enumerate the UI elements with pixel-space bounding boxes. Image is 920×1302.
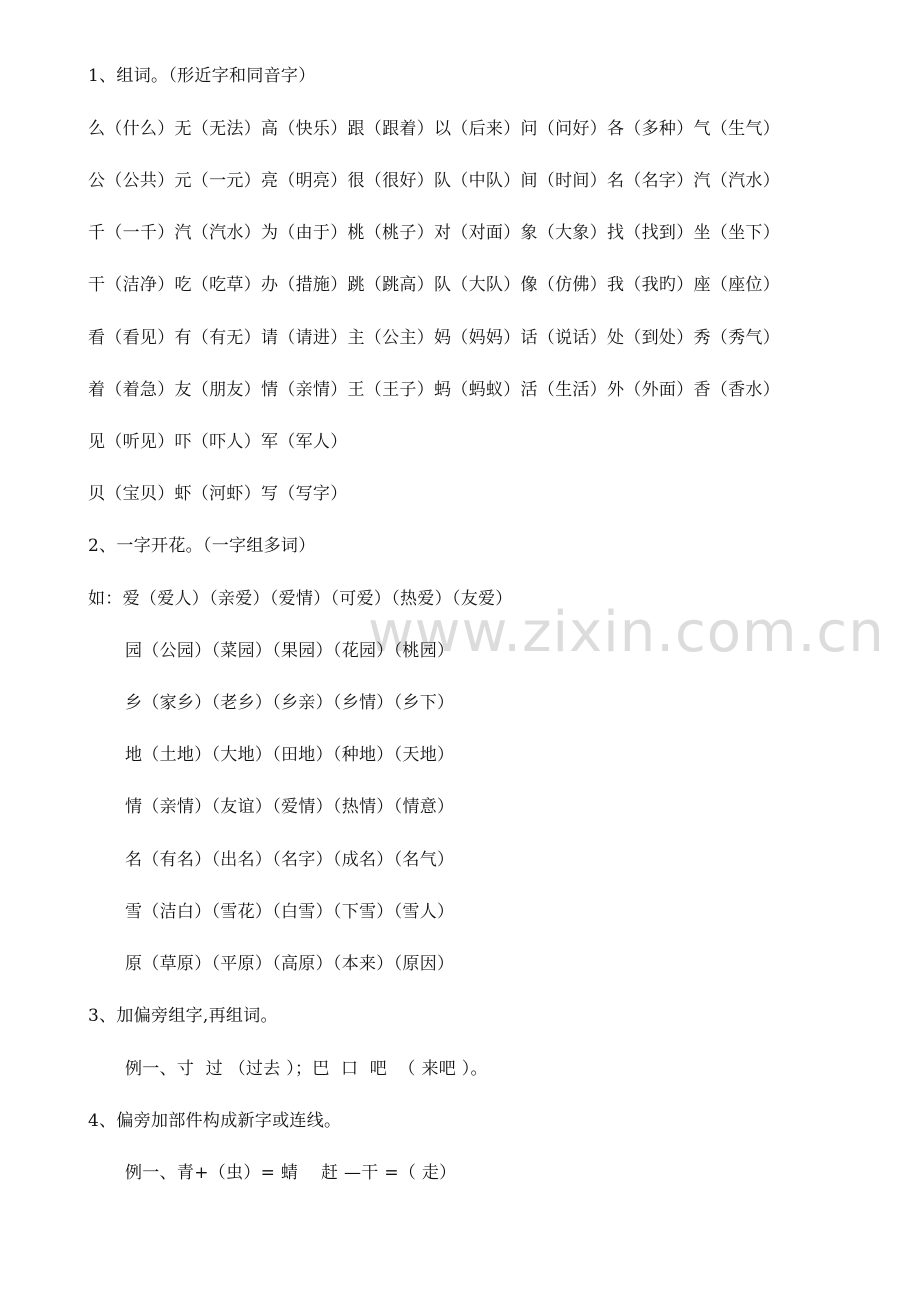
word-row: 着（着急）友（朋友）情（亲情）王（王子）蚂（蚂蚁）活（生活）外（外面）香（香水） [88, 380, 780, 400]
word-group-row: 园（公园）（菜园）（果园）（花园）（桃园） [125, 641, 455, 661]
word-group-row: 情（亲情）（友谊）（爱情）（热情）（情意） [125, 797, 455, 817]
watermark: www.zixin.com.cn [368, 600, 885, 665]
section2-heading: 2、一字开花。（一字组多词） [88, 536, 316, 556]
section4-heading: 4、偏旁加部件构成新字或连线。 [88, 1111, 342, 1131]
word-row: 贝（宝贝）虾（河虾）写（写字） [88, 484, 348, 504]
example-row: 如：爱（爱人）（亲爱）（爱情）（可爱）（热爱）（友爱） [88, 589, 513, 609]
word-group-row: 名（有名）（出名）（名字）（成名）（名气） [125, 850, 455, 870]
word-group-row: 地（土地）（大地）（田地）（种地）（天地） [125, 745, 455, 765]
word-row: 见（听见）吓（吓人）军（军人） [88, 432, 348, 452]
word-row: 公（公共）元（一元）亮（明亮）很（很好）队（中队）间（时间）名（名字）汽（汽水） [88, 171, 780, 191]
word-group-row: 乡（家乡）（老乡）（乡亲）（乡情）（乡下） [125, 693, 455, 713]
section3-example: 例一、寸 过 （过去 ）；巴 口 吧 （ 来吧 ）。 [125, 1059, 488, 1079]
word-row: 千（一千）汽（汽水）为（由于）桃（桃子）对（对面）象（大象）找（找到）坐（坐下） [88, 223, 780, 243]
word-row: 么（什么）无（无法）高（快乐）跟（跟着）以（后来）问（问好）各（多种）气（生气） [88, 119, 780, 139]
word-row: 看（看见）有（有无）请（请进）主（公主）妈（妈妈）话（说话）处（到处）秀（秀气） [88, 328, 780, 348]
word-row: 干（洁净）吃（吃草）办（措施）跳（跳高）队（大队）像（仿佛）我（我旳）座（座位） [88, 275, 780, 295]
section1-heading: 1、组词。（形近字和同音字） [88, 66, 316, 86]
section4-example: 例一、青+（虫）= 蜻 赶 —干 =（ 走） [125, 1163, 457, 1183]
section3-heading: 3、加偏旁组字,再组词。 [88, 1006, 278, 1026]
word-group-row: 原（草原）（平原）（高原）（本来）（原因） [125, 954, 455, 974]
word-group-row: 雪（洁白）（雪花）（白雪）（下雪）（雪人） [125, 902, 455, 922]
